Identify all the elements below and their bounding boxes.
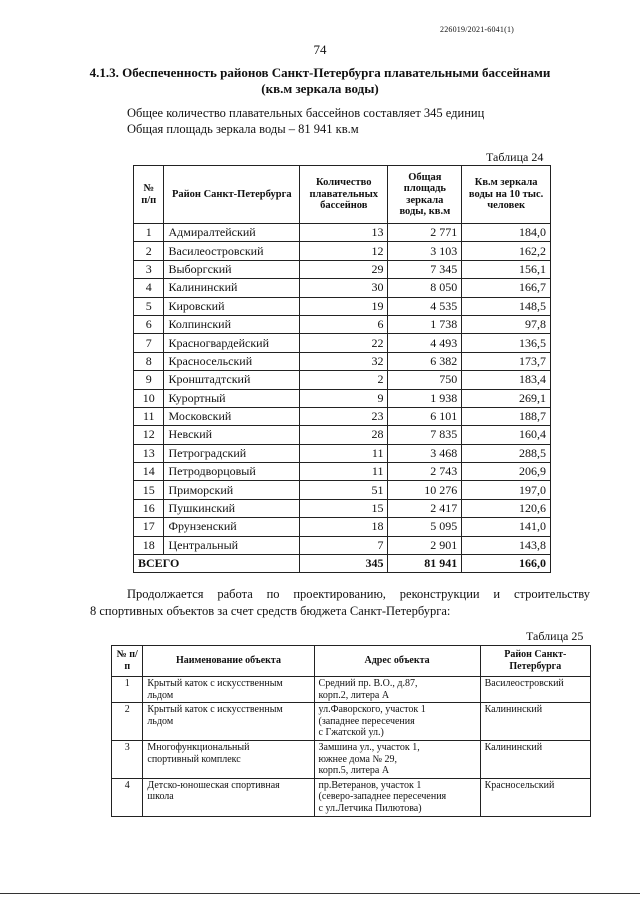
district-name: Курортный [164,389,300,407]
table-row [112,778,591,816]
row-number: 9 [134,371,164,389]
total-count: 345 [300,555,388,573]
district-name: Петроградский [164,444,300,462]
water-area: 750 [388,371,462,389]
water-area: 4 493 [388,334,462,352]
object-name-line: Детско-юношеская спортивная [147,779,280,791]
pool-count: 23 [300,407,388,425]
area-per-10k: 136,5 [462,334,551,352]
object-address-line: Средний пр. В.О., д.87, [318,678,418,689]
document-id: 226019/2021-6041(1) [440,25,515,34]
district-name: Калининский [164,279,300,297]
pool-count: 32 [300,352,388,370]
object-district: Калининский [480,740,590,778]
col-header-per10k: Кв.м зеркала воды на 10 тыс. человек [462,166,551,224]
table-row [134,297,551,315]
row-number: 3 [134,260,164,278]
area-per-10k: 184,0 [462,224,551,242]
col-header-district: Район Санкт-Петербурга [164,166,300,224]
row-number: 3 [112,740,143,778]
row-number: 5 [134,297,164,315]
row-number: 14 [134,463,164,481]
object-address-line: корп.2, литера А [318,689,390,701]
object-address-line: пр.Ветеранов, участок 1 [318,779,422,791]
water-area: 4 535 [388,297,462,315]
intro-pool-count: Общее количество плавательных бассейнов составляет 345 единиц [127,106,485,120]
water-area: 8 050 [388,279,462,297]
pool-count: 51 [300,481,388,499]
table-row [134,499,551,517]
pool-count: 15 [300,499,388,517]
row-number: 16 [134,499,164,517]
object-address-line: (северо-западнее пересечения [318,791,447,803]
total-label: ВСЕГО [134,555,300,573]
table-header-row [134,166,551,224]
object-address-line: ул.Фаворского, участок 1 [318,704,426,716]
area-per-10k: 141,0 [462,518,551,536]
table-row [134,518,551,536]
area-per-10k: 173,7 [462,352,551,370]
object-address-line: (западнее пересечения [318,715,415,727]
water-area: 6 101 [388,407,462,425]
page-number: 74 [313,42,327,57]
district-name: Московский [164,407,300,425]
row-number: 12 [134,426,164,444]
row-number: 2 [112,703,143,741]
water-area: 5 095 [388,518,462,536]
water-area: 10 276 [388,481,462,499]
object-name-line: Крытый каток с искусственным [147,704,283,716]
heading-line-2: (кв.м зеркала воды) [261,81,379,96]
col-header-area: Общая площадь зеркала воды, кв.м [388,166,462,224]
district-name: Адмиралтейский [164,224,300,242]
water-area: 2 901 [388,536,462,554]
table-row [134,352,551,370]
area-per-10k: 156,1 [462,260,551,278]
row-number: 10 [134,389,164,407]
table-row [134,224,551,242]
area-per-10k: 288,5 [462,444,551,462]
row-number: 17 [134,518,164,536]
district-name: Фрунзенский [164,518,300,536]
sports-objects-table [111,645,591,817]
pool-count: 6 [300,315,388,333]
table-row [134,481,551,499]
water-area: 2 771 [388,224,462,242]
pool-count: 11 [300,444,388,462]
table-row [134,426,551,444]
pool-count: 9 [300,389,388,407]
district-name: Красносельский [164,352,300,370]
body-text-line-1: Продолжается работа по проектированию, реконструкции и строительству [127,587,590,601]
table-row [112,703,591,741]
area-per-10k: 269,1 [462,389,551,407]
water-area: 6 382 [388,352,462,370]
object-name [143,677,314,703]
table-25-caption: Таблица 25 [526,629,584,643]
table-row [134,407,551,425]
table-row [112,740,591,778]
table-row [134,371,551,389]
water-area: 7 835 [388,426,462,444]
col-header-count: Количество плавательных бассейнов [300,166,388,224]
district-name: Петродворцовый [164,463,300,481]
table-row [134,315,551,333]
area-per-10k: 162,2 [462,242,551,260]
object-name [143,740,314,778]
section-heading [80,65,560,97]
body-text-line-2: 8 спортивных объектов за счет средств бюджета Санкт-Петербурга: [90,604,451,618]
pool-count: 12 [300,242,388,260]
district-name: Кронштадтский [164,371,300,389]
row-number: 2 [134,242,164,260]
object-name [143,778,314,816]
water-area: 3 468 [388,444,462,462]
object-address [314,740,480,778]
area-per-10k: 143,8 [462,536,551,554]
col-header-district: Район Санкт-Петербурга [480,646,590,677]
pool-count: 18 [300,518,388,536]
heading-line-1: 4.1.3. Обеспеченность районов Санкт-Петербурга плавательными бассейнами [89,65,551,80]
table-row [134,463,551,481]
object-name-line: спортивный комплекс [147,753,241,765]
area-per-10k: 206,9 [462,463,551,481]
water-area: 1 938 [388,389,462,407]
district-name: Центральный [164,536,300,554]
object-district: Калининский [480,703,590,741]
object-address [314,703,480,741]
pool-count: 13 [300,224,388,242]
object-address [314,778,480,816]
object-name-line: Крытый каток с искусственным [147,678,283,689]
district-name: Выборгский [164,260,300,278]
water-area: 7 345 [388,260,462,278]
table-24-caption: Таблица 24 [486,150,544,164]
col-header-address: Адрес объекта [314,646,480,677]
area-per-10k: 160,4 [462,426,551,444]
area-per-10k: 148,5 [462,297,551,315]
object-address-line: Замшина ул., участок 1, [318,741,420,753]
table-row [112,677,591,703]
object-name-line: льдом [147,715,174,727]
water-area: 2 417 [388,499,462,517]
col-header-num: № п/п [112,646,143,677]
table-row [134,536,551,554]
object-name [143,703,314,741]
district-name: Приморский [164,481,300,499]
object-name-line: Многофункциональный [147,741,250,753]
table-total-row [134,555,551,573]
table-row [134,260,551,278]
water-area: 2 743 [388,463,462,481]
total-per10k: 166,0 [462,555,551,573]
area-per-10k: 183,4 [462,371,551,389]
object-name-line: льдом [147,689,174,701]
object-name-line: школа [147,791,174,803]
row-number: 15 [134,481,164,499]
pool-count: 29 [300,260,388,278]
table-header-row [112,646,591,677]
row-number: 4 [112,778,143,816]
pool-count: 7 [300,536,388,554]
row-number: 1 [112,677,143,703]
row-number: 11 [134,407,164,425]
area-per-10k: 97,8 [462,315,551,333]
total-area: 81 941 [388,555,462,573]
row-number: 18 [134,536,164,554]
object-address-line: с ул.Летчика Пилютова) [318,802,422,814]
district-name: Невский [164,426,300,444]
footer-divider [0,893,640,894]
intro-water-area: Общая площадь зеркала воды – 81 941 кв.м [127,122,359,136]
district-name: Колпинский [164,315,300,333]
table-row [134,279,551,297]
row-number: 4 [134,279,164,297]
row-number: 7 [134,334,164,352]
pool-count: 2 [300,371,388,389]
area-per-10k: 188,7 [462,407,551,425]
water-area: 1 738 [388,315,462,333]
object-address [314,677,480,703]
col-header-num: № п/п [134,166,164,224]
object-address-line: корп.5, литера А [318,765,390,777]
object-address-line: с Гжатской ул.) [318,727,384,739]
pool-count: 11 [300,463,388,481]
col-header-name: Наименование объекта [143,646,314,677]
area-per-10k: 120,6 [462,499,551,517]
district-name: Пушкинский [164,499,300,517]
pool-count: 28 [300,426,388,444]
row-number: 13 [134,444,164,462]
row-number: 8 [134,352,164,370]
row-number: 6 [134,315,164,333]
pool-count: 22 [300,334,388,352]
pool-count: 19 [300,297,388,315]
pools-by-district-table [133,165,551,573]
pool-count: 30 [300,279,388,297]
table-row [134,242,551,260]
table-row [134,444,551,462]
area-per-10k: 166,7 [462,279,551,297]
district-name: Василеостровский [164,242,300,260]
water-area: 3 103 [388,242,462,260]
object-address-line: южнее дома № 29, [318,753,398,765]
object-district: Василеостровский [480,677,590,703]
table-row [134,389,551,407]
district-name: Красногвардейский [164,334,300,352]
row-number: 1 [134,224,164,242]
object-district: Красносельский [480,778,590,816]
district-name: Кировский [164,297,300,315]
table-row [134,334,551,352]
area-per-10k: 197,0 [462,481,551,499]
